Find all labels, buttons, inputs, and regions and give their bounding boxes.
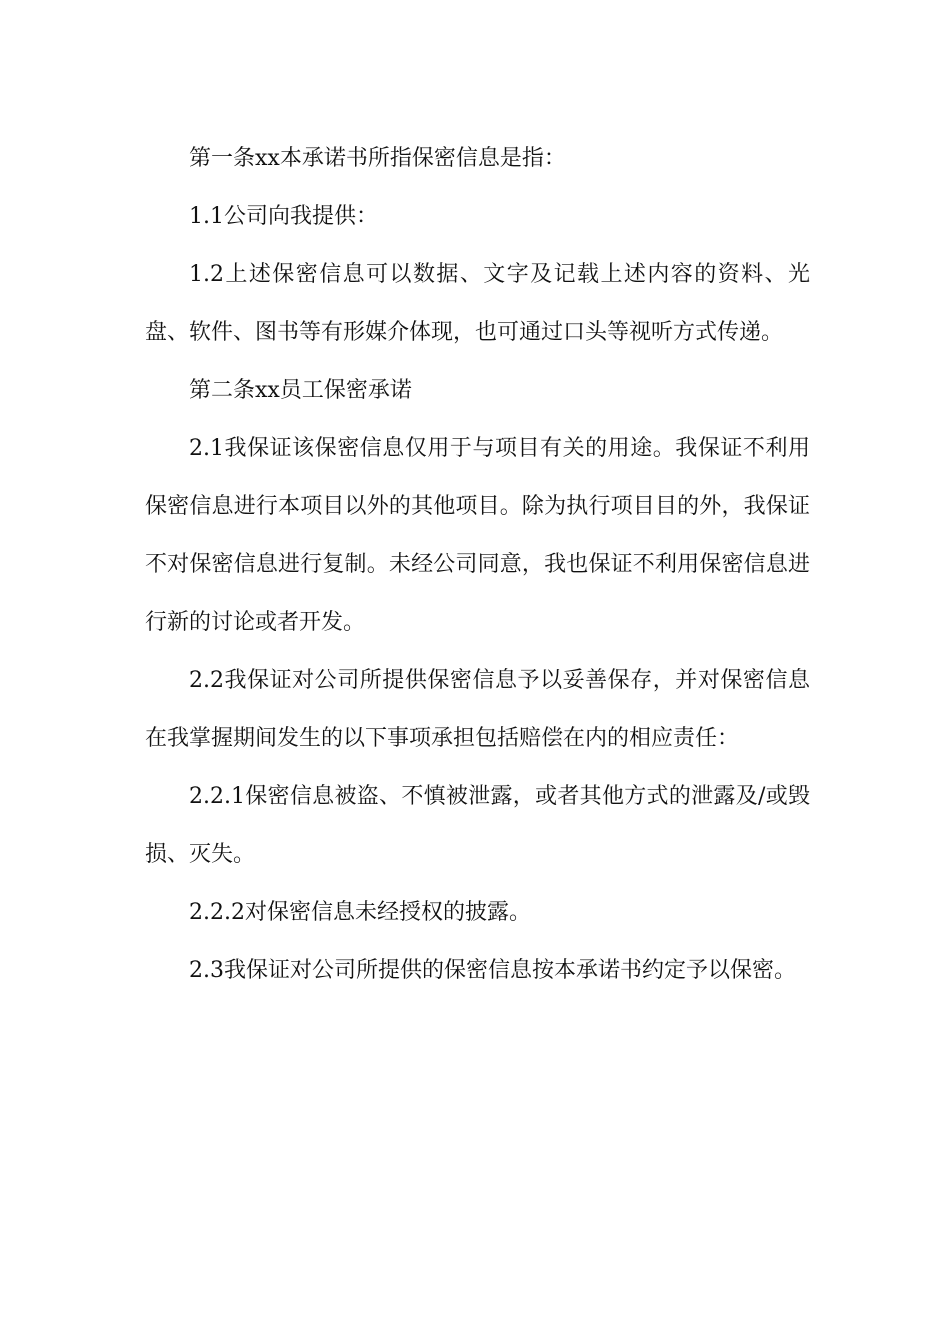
paragraph-2-2-2: 2.2.2对保密信息未经授权的披露。 (189, 900, 531, 925)
paragraph-2-1: 2.1我保证该保密信息仅用于与项目有关的用途。我保证不利用保密信息进行本项目以外的其他项目。除为执行项目目的外，我保证不对保密信息进行复制。未经公司同意，我也保证不利用保密信息进行新的讨论或者开发。 (145, 436, 810, 635)
paragraph-article-1-heading: 第一条xx本承诺书所指保密信息是指： (189, 146, 566, 171)
paragraph-2-2-1: 2.2.1保密信息被盗、不慎被泄露，或者其他方式的泄露及/或毁损、灭失。 (145, 784, 810, 867)
paragraph-1-2: 1.2上述保密信息可以数据、文字及记载上述内容的资料、光盘、软件、图书等有形媒介体现，也可通过口头等视听方式传递。 (145, 262, 810, 345)
paragraph-2-2: 2.2我保证对公司所提供保密信息予以妥善保存，并对保密信息在我掌握期间发生的以下事项承担包括赔偿在内的相应责任： (145, 668, 810, 751)
paragraph-2-3: 2.3我保证对公司所提供的保密信息按本承诺书约定予以保密。 (189, 958, 796, 983)
paragraph-1-1: 1.1公司向我提供： (189, 204, 378, 229)
document-body (145, 130, 810, 1000)
paragraph-article-2-heading: 第二条xx员工保密承诺 (189, 378, 412, 403)
